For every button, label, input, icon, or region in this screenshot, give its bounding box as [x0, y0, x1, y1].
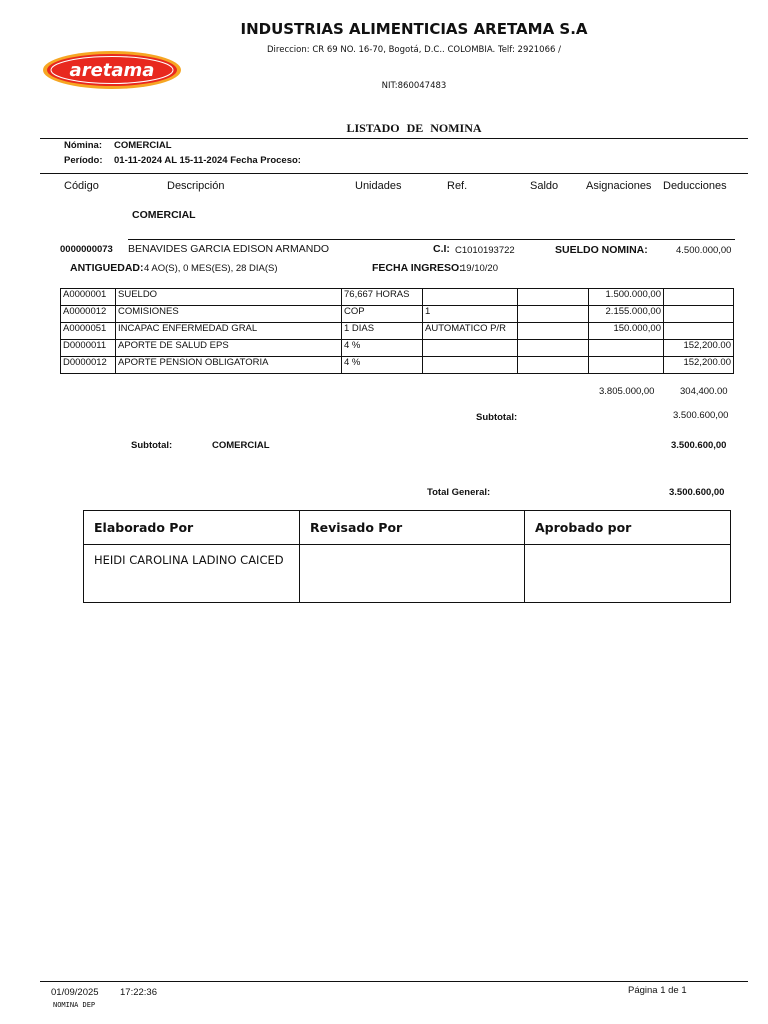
item-saldo — [518, 340, 589, 357]
col-saldo: Saldo — [530, 180, 559, 192]
item-deduccion: 152,200.00 — [664, 357, 734, 374]
item-deduccion — [664, 323, 734, 340]
item-code: D0000012 — [61, 357, 116, 374]
item-description: APORTE PENSION OBLIGATORIA — [116, 357, 342, 374]
deducciones-total: 304,400.00 — [680, 386, 728, 397]
footer-page: Página 1 de 1 — [628, 985, 687, 996]
group-subtotal-name: COMERCIAL — [212, 440, 270, 451]
item-deduccion: 152,200.00 — [664, 340, 734, 357]
col-descripcion: Descripción — [167, 180, 225, 192]
item-asignacion — [589, 340, 664, 357]
footer-report-code: NOMINA DEP — [53, 1001, 96, 1009]
asignaciones-total: 3.805.000,00 — [599, 386, 655, 397]
divider — [40, 173, 748, 174]
group-subtotal-value: 3.500.600,00 — [671, 440, 727, 451]
item-saldo — [518, 357, 589, 374]
aprobado-por-header: Aprobado por — [525, 511, 731, 545]
item-ref — [423, 357, 518, 374]
total-general-value: 3.500.600,00 — [669, 487, 725, 498]
revisado-por-header: Revisado Por — [300, 511, 525, 545]
item-description: INCAPAC ENFERMEDAD GRAL — [116, 323, 342, 340]
item-code: D0000011 — [61, 340, 116, 357]
col-ref: Ref. — [447, 180, 468, 192]
item-saldo — [518, 323, 589, 340]
item-code: A0000051 — [61, 323, 116, 340]
item-ref: 1 — [423, 306, 518, 323]
footer-divider — [40, 981, 748, 982]
footer-time: 17:22:36 — [120, 987, 157, 998]
item-ref — [423, 289, 518, 306]
employee-subtotal-value: 3.500.600,00 — [673, 410, 729, 421]
table-row — [61, 323, 734, 340]
elaborado-por-header: Elaborado Por — [84, 511, 300, 545]
item-code: A0000012 — [61, 306, 116, 323]
table-row — [61, 340, 734, 357]
item-saldo — [518, 306, 589, 323]
aprobado-por-value — [525, 545, 731, 603]
antiguedad-label: ANTIGUEDAD: — [70, 262, 144, 274]
item-ref: AUTOMATICO P/R — [423, 323, 518, 340]
col-codigo: Código — [64, 180, 99, 192]
item-units: 1 DIAS — [342, 323, 423, 340]
item-units: 4 % — [342, 357, 423, 374]
revisado-por-value — [300, 545, 525, 603]
ingreso-value: 19/10/20 — [461, 263, 498, 274]
item-asignacion: 150.000,00 — [589, 323, 664, 340]
nomina-value: COMERCIAL — [114, 140, 172, 151]
item-deduccion — [664, 289, 734, 306]
item-asignacion: 1.500.000,00 — [589, 289, 664, 306]
item-units: 76,667 HORAS — [342, 289, 423, 306]
company-address: Direccion: CR 69 NO. 16-70, Bogotá, D.C.. COLOMBIA. Telf: 2921066 / — [267, 45, 561, 55]
item-deduccion — [664, 306, 734, 323]
employee-code: 0000000073 — [60, 244, 113, 255]
sueldo-value: 4.500.000,00 — [676, 245, 732, 256]
sueldo-label: SUELDO NOMINA: — [555, 244, 648, 256]
item-saldo — [518, 289, 589, 306]
item-description: APORTE DE SALUD EPS — [116, 340, 342, 357]
ci-label: C.I: — [433, 243, 450, 255]
aretama-logo — [42, 50, 182, 90]
col-asignaciones: Asignaciones — [586, 180, 652, 192]
item-description: COMISIONES — [116, 306, 342, 323]
item-units: 4 % — [342, 340, 423, 357]
periodo-value: 01-11-2024 AL 15-11-2024 Fecha Proceso: — [114, 155, 301, 166]
divider — [40, 138, 748, 139]
group-subtotal-label: Subtotal: — [131, 440, 173, 451]
employee-subtotal-label: Subtotal: — [476, 412, 518, 423]
col-unidades: Unidades — [355, 180, 402, 192]
table-row — [61, 306, 734, 323]
elaborado-por-value: HEIDI CAROLINA LADINO CAICED — [84, 545, 300, 603]
group-name: COMERCIAL — [132, 209, 196, 221]
items-table — [60, 288, 734, 374]
total-general-label: Total General: — [427, 487, 491, 498]
footer-date: 01/09/2025 — [51, 987, 99, 998]
nomina-label: Nómina: — [64, 140, 102, 151]
item-units: COP — [342, 306, 423, 323]
item-asignacion: 2.155.000,00 — [589, 306, 664, 323]
company-name: INDUSTRIAS ALIMENTICIAS ARETAMA S.A — [240, 20, 588, 38]
periodo-label: Período: — [64, 155, 103, 166]
svg-text:aretama: aretama — [69, 60, 155, 81]
item-description: SUELDO — [116, 289, 342, 306]
divider — [128, 239, 735, 240]
signature-table — [83, 510, 731, 603]
table-row — [61, 357, 734, 374]
item-code: A0000001 — [61, 289, 116, 306]
col-deducciones: Deducciones — [663, 180, 727, 192]
ci-value: C1010193722 — [455, 245, 515, 256]
item-ref — [423, 340, 518, 357]
report-title: LISTADO DE NOMINA — [346, 121, 482, 135]
item-asignacion — [589, 357, 664, 374]
company-nit: NIT:860047483 — [381, 81, 447, 91]
ingreso-label: FECHA INGRESO: — [372, 262, 463, 274]
employee-name: BENAVIDES GARCIA EDISON ARMANDO — [128, 243, 330, 255]
table-row — [61, 289, 734, 306]
antiguedad-value: 4 AO(S), 0 MES(ES), 28 DIA(S) — [144, 263, 278, 274]
